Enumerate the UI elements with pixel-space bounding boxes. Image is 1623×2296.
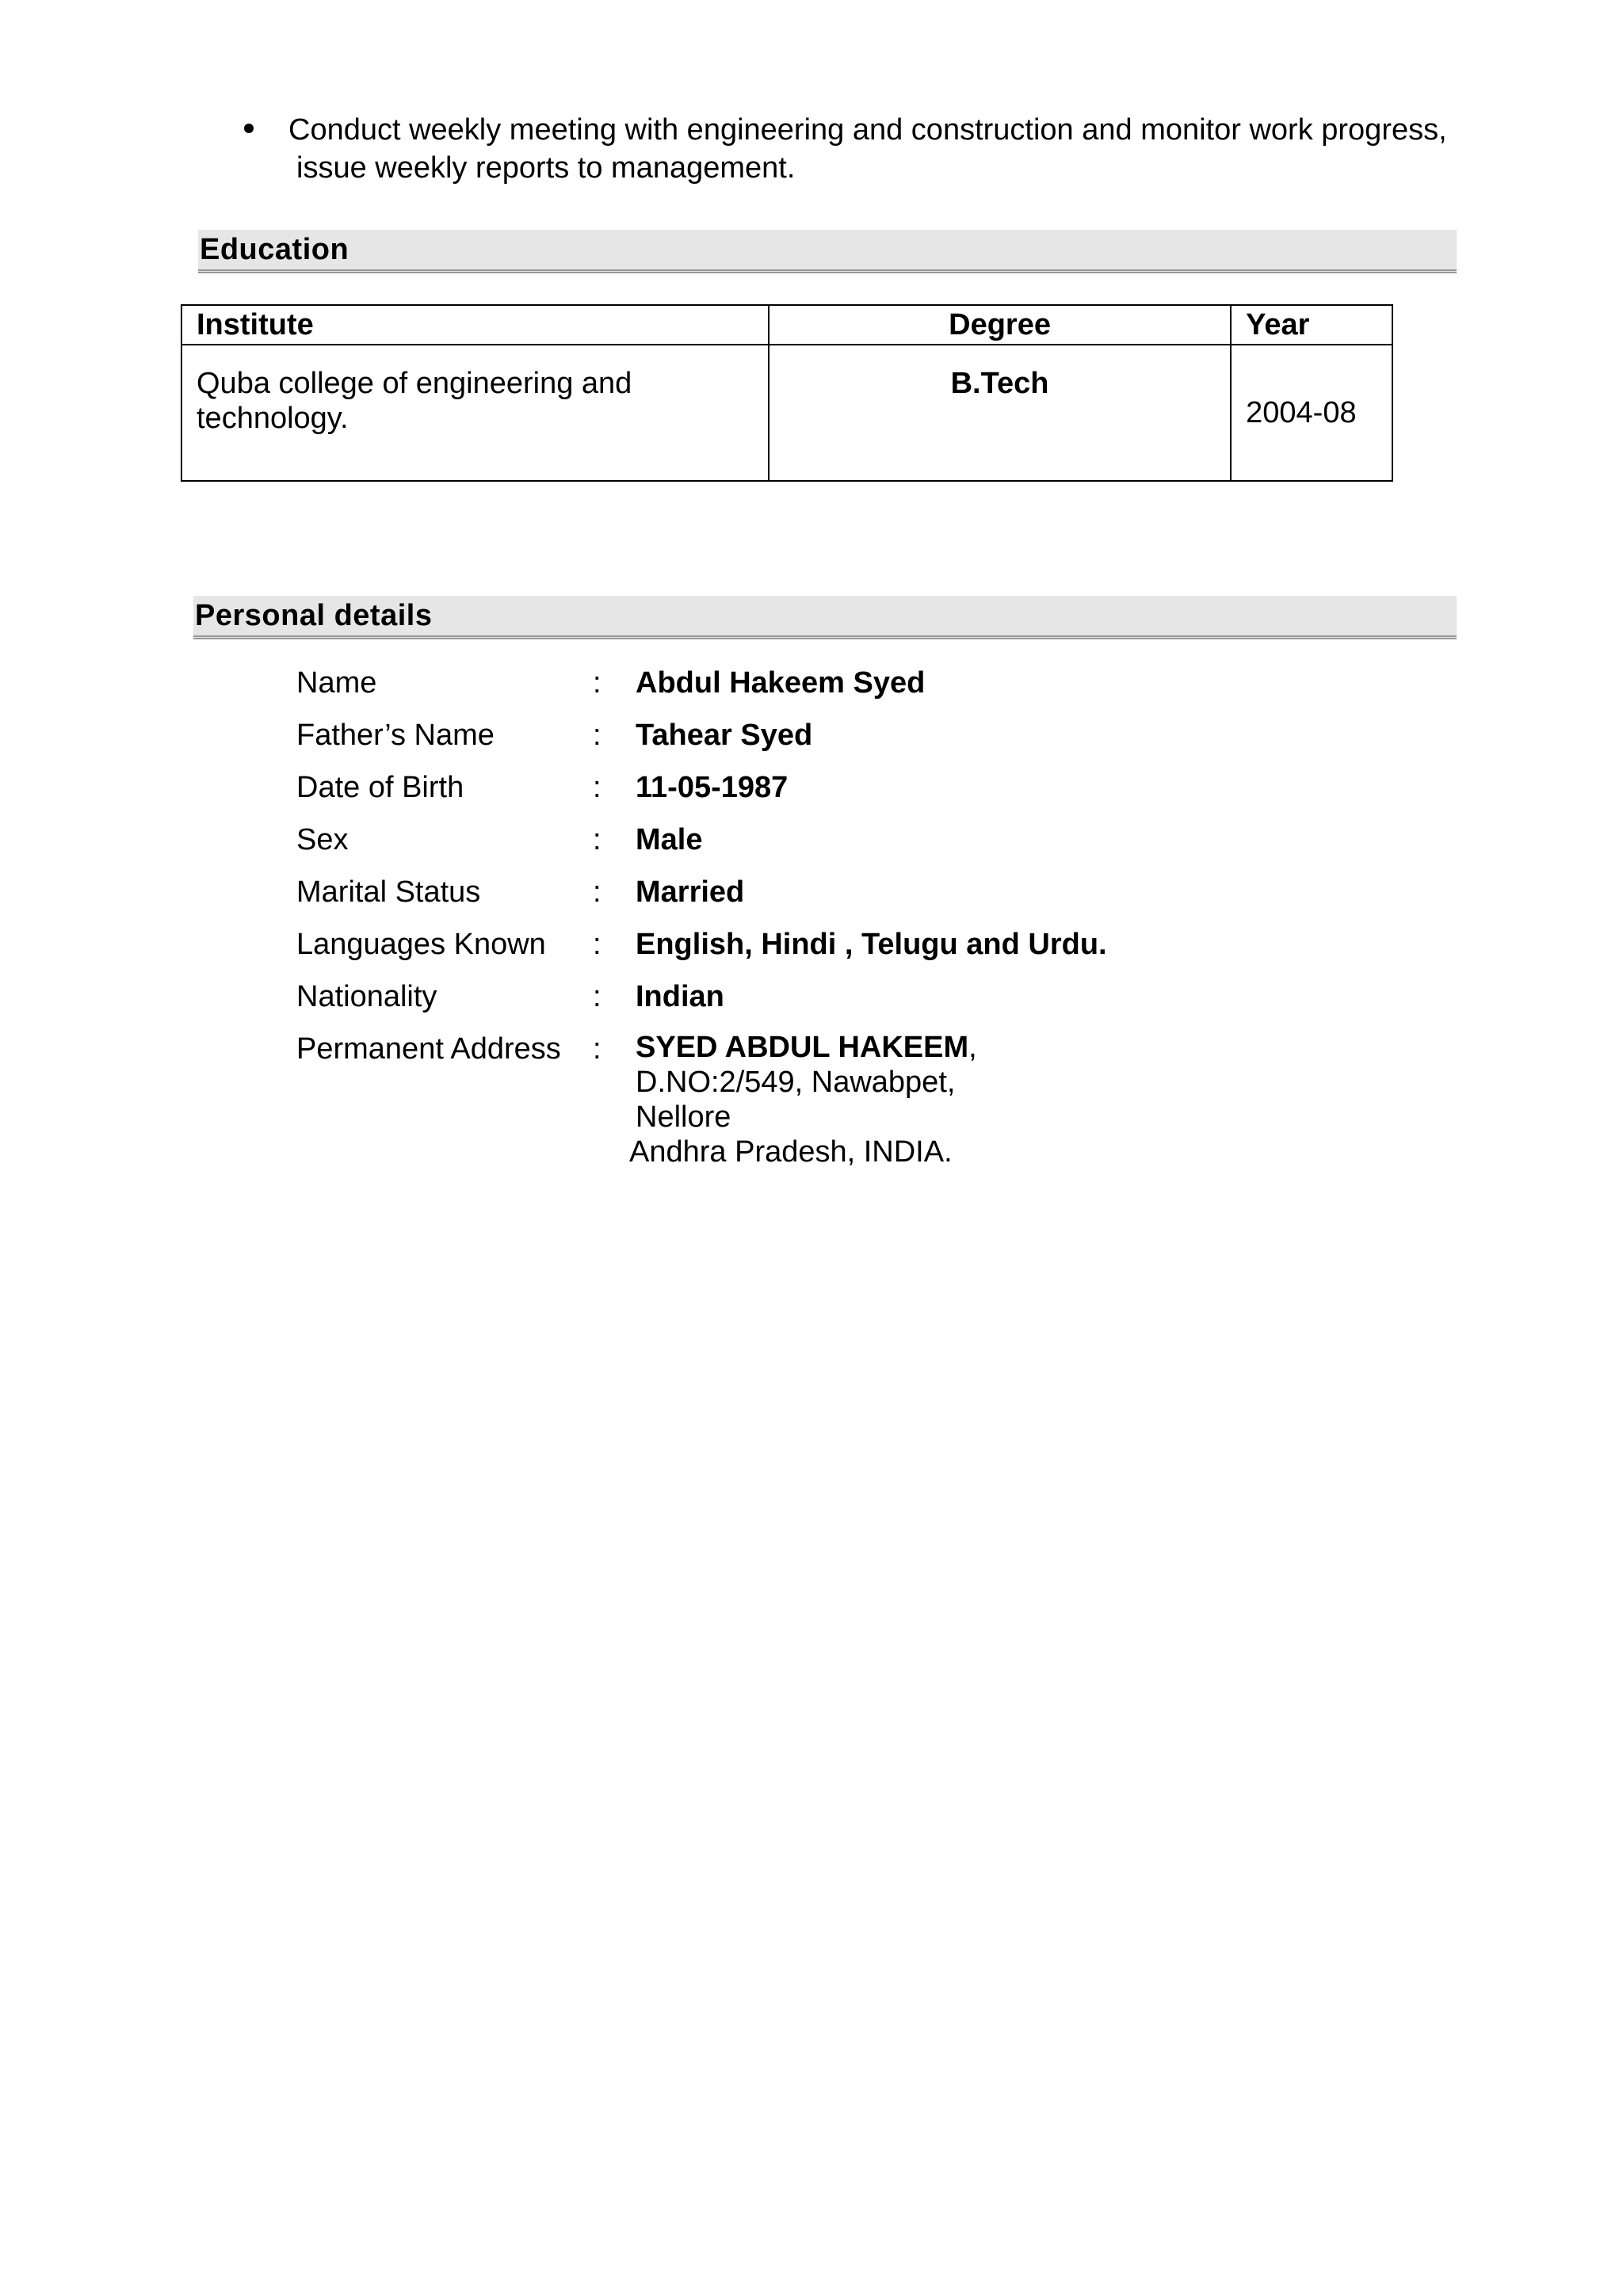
year-column-header: Year [1231,305,1392,345]
detail-label: Languages Known [296,928,546,961]
detail-value: Abdul Hakeem Syed [636,666,926,700]
bullet-text [288,111,1465,187]
address-line-3: Nellore [636,1100,731,1134]
detail-row-fathers-name [296,716,1485,769]
detail-separator: : [593,771,601,804]
detail-separator: : [593,928,601,961]
detail-row-name [296,664,1485,716]
detail-row-marital-status [296,873,1485,925]
bullet-line-2: issue weekly reports to management. [296,151,796,185]
detail-value: Male [636,823,703,856]
detail-label: Father’s Name [296,719,495,752]
address-name: SYED ABDUL HAKEEM [636,1031,969,1064]
detail-label: Permanent Address [296,1032,561,1066]
education-table-header-row [181,305,1392,345]
detail-label: Name [296,666,377,700]
detail-row-languages [296,925,1485,978]
detail-separator: : [593,1032,601,1066]
detail-separator: : [593,719,601,752]
year-cell: 2004-08 [1231,345,1392,481]
table-row [181,345,1392,481]
detail-separator: : [593,875,601,909]
degree-cell: B.Tech [769,345,1231,481]
detail-value: Indian [636,980,724,1013]
detail-label: Marital Status [296,875,481,909]
detail-row-permanent-address [296,1030,1485,1180]
personal-details-list [296,664,1485,1180]
degree-column-header: Degree [769,305,1231,345]
detail-row-nationality [296,978,1485,1030]
detail-separator: : [593,980,601,1013]
detail-separator: : [593,823,601,856]
institute-line-1: Quba college of engineering and [197,367,632,400]
detail-label: Date of Birth [296,771,464,804]
institute-line-2: technology. [197,402,349,435]
detail-separator: : [593,666,601,700]
detail-row-sex [296,821,1485,873]
detail-value: Married [636,875,745,909]
personal-details-section-header [193,596,1457,639]
education-table [181,304,1393,482]
detail-row-date-of-birth [296,769,1485,821]
address-name-suffix: , [968,1031,977,1064]
address-line-4: Andhra Pradesh, INDIA. [629,1135,953,1169]
bullet-icon [244,111,268,149]
personal-details-title: Personal details [195,599,433,632]
detail-value: English, Hindi , Telugu and Urdu. [636,928,1107,961]
address-line-2: D.NO:2/549, Nawabpet, [636,1066,956,1099]
institute-cell [181,345,769,481]
institute-column-header: Institute [181,305,769,345]
detail-value: 11-05-1987 [636,771,789,804]
detail-label: Sex [296,823,349,856]
address-block [629,1030,977,1169]
detail-label: Nationality [296,980,437,1013]
education-section-header [198,230,1457,273]
detail-value: Tahear Syed [636,719,813,752]
education-title: Education [200,233,349,266]
bullet-line-1: Conduct weekly meeting with engineering and construction and monitor work progress, [288,113,1447,147]
